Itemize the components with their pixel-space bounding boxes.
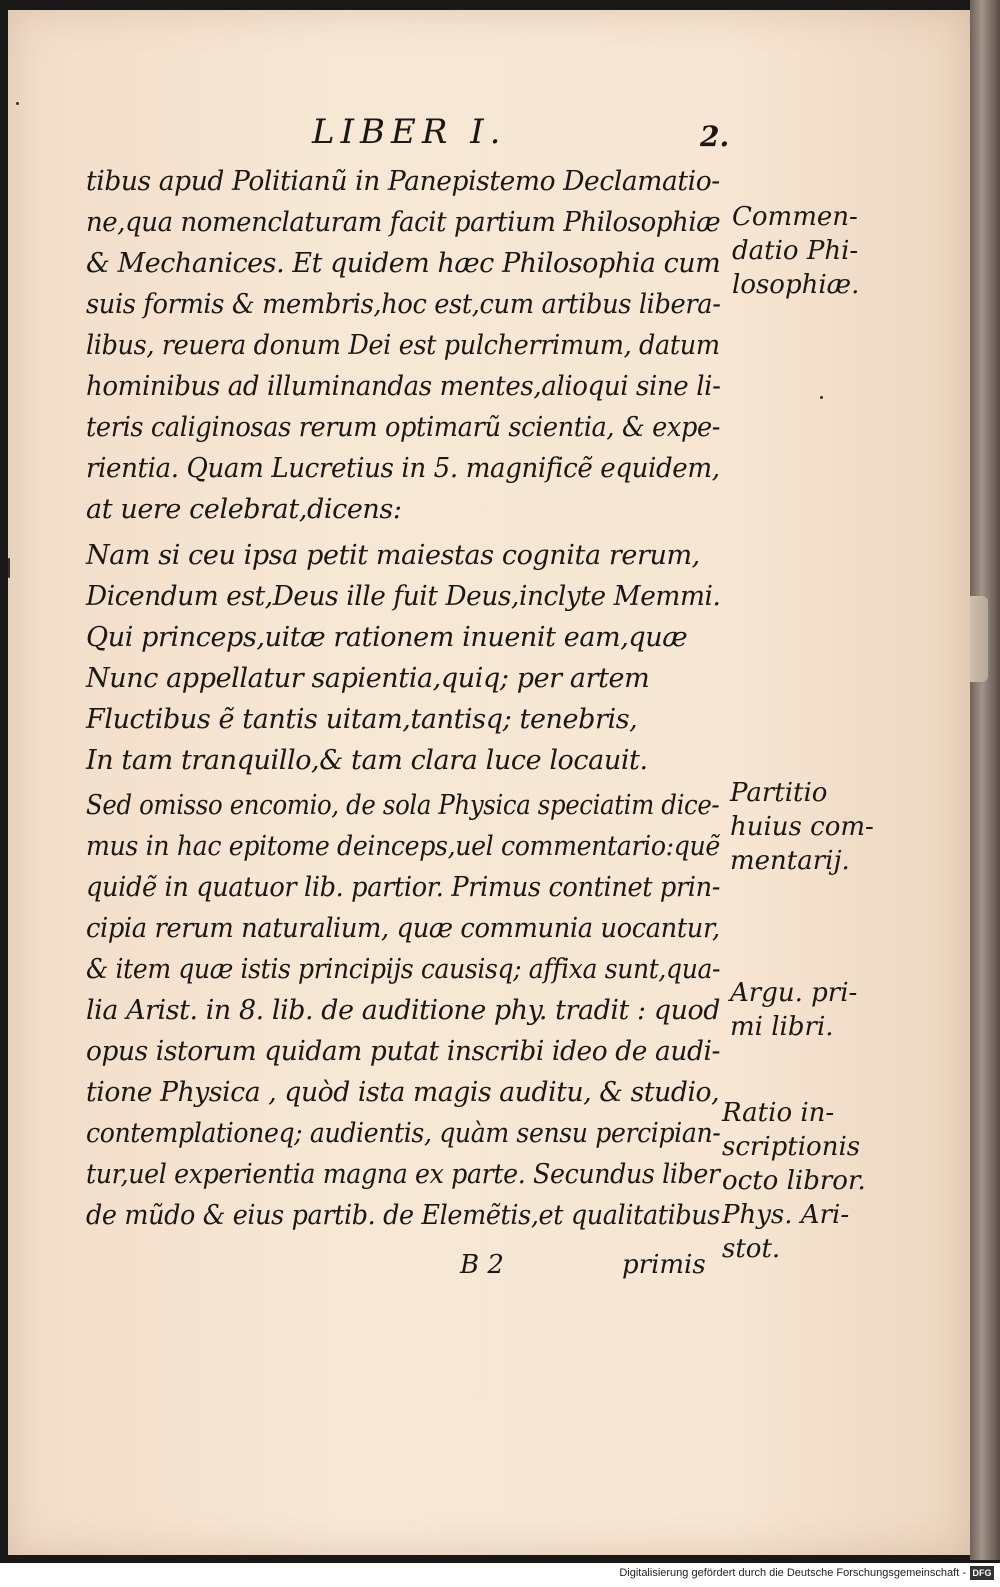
page-edge xyxy=(970,0,1000,1560)
text-line: at uere celebrat,dicens: xyxy=(86,494,402,525)
text-line: tibus apud Politianũ in Panepistemo Declamatio- xyxy=(86,166,720,197)
verse-line: Dicendum est,Deus ille fuit Deus,inclyte Memmi. xyxy=(86,581,721,612)
text-line: hominibus ad illuminandas mentes,alioqui sine li- xyxy=(86,371,721,402)
signature-mark: B 2 xyxy=(460,1250,504,1280)
page-number: 2. xyxy=(700,120,730,153)
text-line: Sed omisso encomio, de sola Physica speciatim dice- xyxy=(86,790,720,821)
text-line: ne,qua nomenclaturam facit partium Philosophiæ xyxy=(86,207,721,238)
text-line: lia Arist. in 8. lib. de auditione phy. tradit : quod xyxy=(86,995,721,1026)
text-line: & Mechanices. Et quidem hæc Philosophia cum xyxy=(86,248,721,279)
text-line: rientia. Quam Lucretius in 5. magnificẽ equidem, xyxy=(86,453,720,484)
ink-speck xyxy=(16,102,19,105)
catchword: primis xyxy=(622,1250,706,1280)
verse-line: In tam tranquillo,& tam clara luce locauit. xyxy=(86,745,648,776)
margin-note-commendatio: Commen- datio Phi- losophiæ. xyxy=(732,202,860,300)
margin-note-ratio: Ratio in- scriptionis octo libror. Phys. Ari- stot. xyxy=(722,1098,866,1264)
dfg-logo: DFG xyxy=(970,1566,994,1580)
text-line: cipia rerum naturalium, quæ communia uocantur, xyxy=(86,913,720,944)
text-line: de mũdo & eius partib. de Elemẽtis,et qualitatibus xyxy=(86,1200,721,1231)
verse-line: Nunc appellatur sapientia,quiq; per artem xyxy=(86,663,650,694)
text-line: quidẽ in quatuor lib. partior. Primus continet prin- xyxy=(86,872,721,903)
ink-speck xyxy=(8,558,10,578)
text-line: tur,uel experientia magna ex parte. Secundus liber xyxy=(86,1159,720,1190)
text-line: teris caliginosas rerum optimarũ scientia, & expe- xyxy=(86,412,721,443)
verse-line: Qui princeps,uitæ rationem inuenit eam,quæ xyxy=(86,622,688,653)
running-head: LIBER I. xyxy=(312,112,507,152)
text-line: mus in hac epitome deinceps,uel commentario:quẽ xyxy=(86,831,720,862)
ink-speck xyxy=(820,396,823,399)
margin-note-partitio: Partitio huius com- mentarij. xyxy=(730,778,874,876)
text-line: contemplationeq; audientis, quàm sensu percipian- xyxy=(86,1118,721,1149)
footer-credit: Digitalisierung gefördert durch die Deutsche Forschungsgemeinschaft - xyxy=(619,1567,966,1579)
margin-note-argumentum: Argu. pri- mi libri. xyxy=(730,978,858,1042)
verse-line: Fluctibus ẽ tantis uitam,tantisq; tenebris, xyxy=(86,704,638,735)
text-line: & item quæ istis principijs causisq; affixa sunt,qua- xyxy=(86,954,721,985)
verse-line: Nam si ceu ipsa petit maiestas cognita rerum, xyxy=(86,540,700,571)
text-line: suis formis & membris,hoc est,cum artibus libera- xyxy=(86,289,721,320)
text-line: tione Physica , quòd ista magis auditu, & studio, xyxy=(86,1077,720,1108)
text-line: opus istorum quidam putat inscribi ideo de audi- xyxy=(86,1036,721,1067)
text-line: libus, reuera donum Dei est pulcherrimum, datum xyxy=(86,330,720,361)
